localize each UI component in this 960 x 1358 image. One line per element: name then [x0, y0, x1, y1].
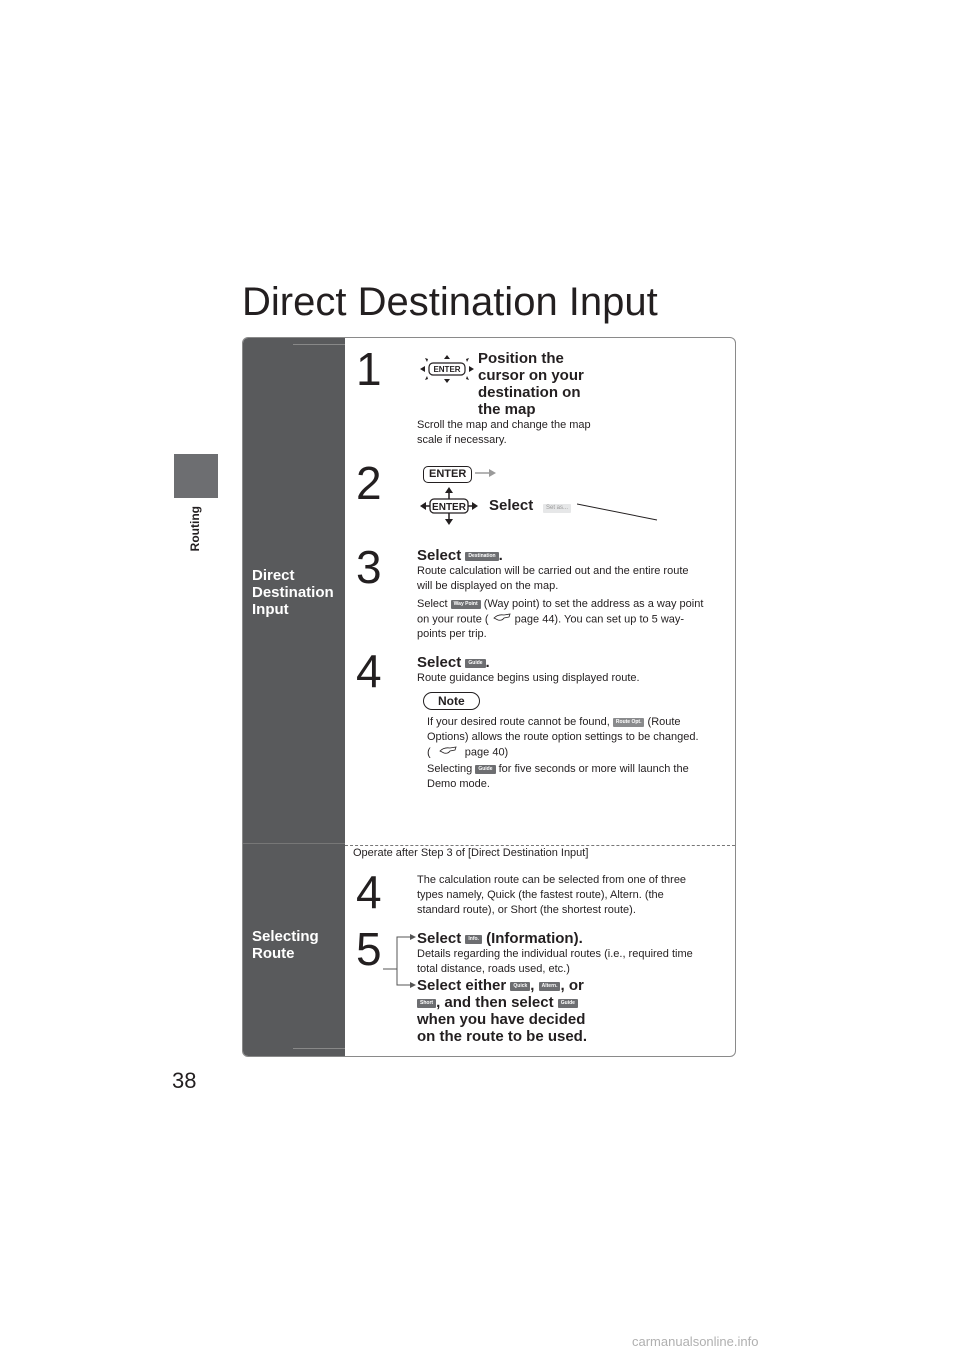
step-number: 5 [356, 923, 382, 975]
watermark: carmanualsonline.info [632, 1334, 759, 1349]
chapter-tab [174, 454, 218, 498]
step4b-body: The calculation route can be selected from one of three types namely, Quick (the fastest route), Altern. (the standard route), or Short (the shortest route). [417, 874, 687, 916]
altern-button[interactable]: Altern. [539, 982, 561, 991]
page-reference-icon [492, 612, 512, 627]
info-button[interactable]: Info. [465, 935, 482, 944]
guide-button[interactable]: Guide [465, 659, 485, 668]
page-reference-icon [434, 745, 462, 760]
operate-note: Operate after Step 3 of [Direct Destination Input] [353, 847, 589, 859]
callout-line [577, 503, 659, 528]
step5-body: Details regarding the individual routes (i.e., required time total distance, roads used, etc.) [417, 948, 693, 975]
route-options-button[interactable]: Route Opt. [613, 718, 645, 727]
step2-select-text: Select [489, 497, 534, 514]
svg-text:ENTER: ENTER [432, 502, 466, 513]
section-label-direct: Direct Destination Input [252, 567, 334, 618]
step1-body: Scroll the map and change the map scale if necessary. [417, 419, 591, 446]
guide-button[interactable]: Guide [558, 999, 578, 1008]
joystick-enter-icon [419, 486, 489, 526]
step4-heading: Select Guide . [417, 654, 490, 671]
short-button[interactable]: Short [417, 999, 436, 1008]
quick-button[interactable]: Quick [510, 982, 530, 991]
svg-text:ENTER: ENTER [433, 365, 461, 374]
joystick-enter-icon [419, 354, 475, 384]
step1-heading: Position the cursor on your destination on the map [478, 350, 584, 418]
step3-body: Route calculation will be carried out and the entire route will be displayed on the map. Select Way Point (Way point) to set the address as a way point on your route ( page 44). You can set up to 5 way- points per trip. [417, 565, 704, 641]
set-as-button[interactable]: Set as... [543, 500, 571, 518]
note-body: If your desired route cannot be found, Route Opt. (Route Options) allows the route option settings to be changed. ( page 40) Selecting Guide for five seconds or more will launch the Demo mode. [427, 716, 699, 791]
step3-heading: Select Destination . [417, 547, 503, 564]
step5-select-either: Select either Quick , Altern. , or Short , and then select Guide when you have decided on the route to be used. [417, 977, 588, 1045]
way-point-button[interactable]: Way Point [451, 600, 481, 609]
step-number: 1 [356, 343, 382, 395]
page-number: 38 [172, 1068, 197, 1093]
destination-button[interactable]: Destination [465, 552, 498, 561]
enter-key: ENTER [423, 464, 472, 483]
page-title: Direct Destination Input [242, 280, 658, 324]
step-number: 4 [356, 645, 382, 697]
chapter-label: Routing [188, 506, 202, 552]
section-label-selecting: Selecting Route [252, 928, 319, 962]
guide-button[interactable]: Guide [475, 765, 495, 774]
step5-heading: Select Info. (Information). [417, 930, 583, 947]
step-number: 4 [356, 866, 382, 918]
branch-arrows [383, 933, 417, 998]
step-number: 3 [356, 541, 382, 593]
step4-body: Route guidance begins using displayed route. [417, 672, 640, 684]
content-frame [242, 337, 736, 1057]
arrow-right-icon [475, 465, 497, 483]
note-label: Note [423, 692, 480, 710]
step-number: 2 [356, 457, 382, 509]
